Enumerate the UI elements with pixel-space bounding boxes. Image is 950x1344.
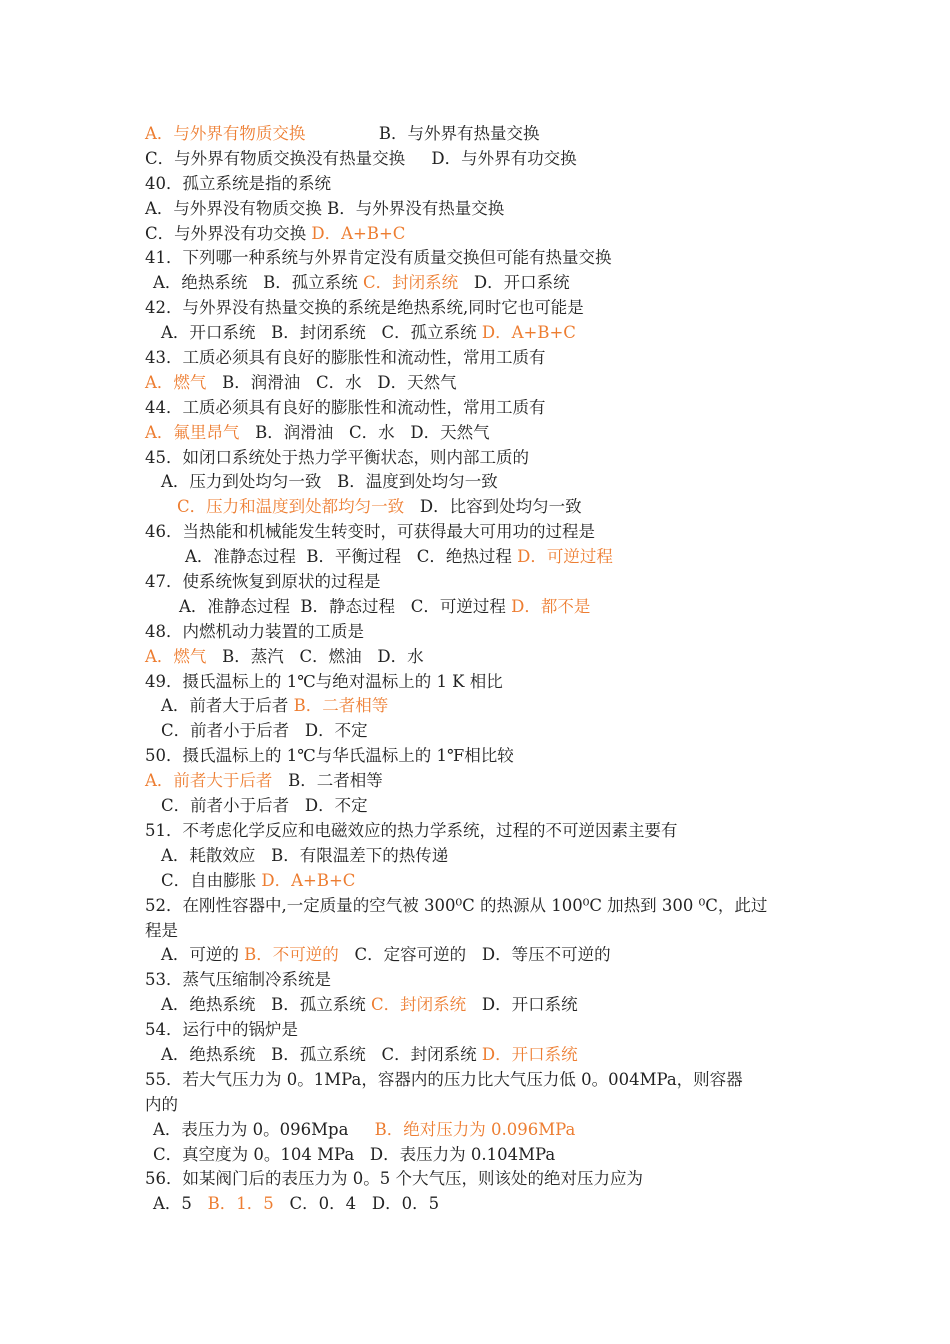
text-line xyxy=(145,1118,825,1143)
answer-highlight: B．不可逆的 xyxy=(244,945,339,965)
text-segment: 50．摄氏温标上的 1℃与华氏温标上的 1℉相比较 xyxy=(145,746,514,766)
text-line xyxy=(145,744,825,769)
text-line xyxy=(145,271,825,296)
text-segment: A．准静态过程 B．静态过程 C．可逆过程 xyxy=(179,596,512,616)
answer-highlight: D．开口系统 xyxy=(481,1044,578,1064)
text-line xyxy=(145,470,825,495)
answer-highlight: D．A+B+C xyxy=(311,223,406,243)
answer-highlight: A．与外界有物质交换 xyxy=(145,124,306,143)
text-line xyxy=(145,694,825,719)
text-line xyxy=(145,595,825,620)
answer-highlight: B．1．5 xyxy=(207,1194,274,1214)
text-line xyxy=(145,321,825,346)
text-line xyxy=(145,495,825,520)
answer-highlight: A．燃气 xyxy=(145,372,207,392)
text-segment: A．前者大于后者 xyxy=(161,696,294,716)
text-line xyxy=(145,1192,825,1217)
text-segment: 44．工质必须具有良好的膨胀性和流动性，常用工质有 xyxy=(145,397,546,417)
text-line xyxy=(145,968,825,993)
text-line xyxy=(145,620,825,645)
text-segment: C．与外界有物质交换没有热量交换 D．与外界有功交换 xyxy=(145,148,577,168)
text-segment: A．绝热系统 B．孤立系统 xyxy=(161,995,372,1015)
text-line xyxy=(145,1018,825,1043)
text-line xyxy=(145,1093,825,1118)
text-segment: C．前者小于后者 D．不定 xyxy=(161,796,368,816)
answer-highlight: D．A+B+C xyxy=(261,870,356,890)
text-line xyxy=(145,520,825,545)
text-segment: B．蒸汽 C．燃油 D．水 xyxy=(206,646,424,666)
text-line xyxy=(145,570,825,595)
answer-highlight: C．封闭系统 xyxy=(371,995,467,1015)
text-segment: C．与外界没有功交换 xyxy=(145,223,312,243)
text-segment: C．真空度为 0。104 MPa D．表压力为 0.104MPa xyxy=(153,1144,556,1164)
text-segment: D．比容到处均匀一致 xyxy=(404,497,582,517)
text-line xyxy=(145,719,825,744)
text-line xyxy=(145,769,825,794)
text-segment: 56．如某阀门后的表压力为 0。5 个大气压，则该处的绝对压力应为 xyxy=(145,1169,643,1189)
text-segment: 48．内燃机动力装置的工质是 xyxy=(145,621,364,641)
text-segment: 49．摄氏温标上的 1℃与绝对温标上的 1 K 相比 xyxy=(145,671,503,691)
text-line xyxy=(145,172,825,197)
text-segment: C．自由膨胀 xyxy=(161,870,262,890)
text-line xyxy=(145,670,825,695)
text-segment: 55．若大气压力为 0。1MPa，容器内的压力比大气压力低 0。004MPa，则容器 xyxy=(145,1069,743,1089)
text-segment: D．开口系统 xyxy=(466,995,578,1015)
text-segment: A．5 xyxy=(153,1194,208,1214)
answer-highlight: B．二者相等 xyxy=(293,696,389,716)
text-line xyxy=(145,1043,825,1068)
text-segment: 47．使系统恢复到原状的过程是 xyxy=(145,572,381,592)
text-line xyxy=(145,446,825,471)
text-line xyxy=(145,1167,825,1192)
text-segment: A．准静态过程 B．平衡过程 C．绝热过程 xyxy=(185,547,518,567)
text-segment: A．开口系统 B．封闭系统 C．孤立系统 xyxy=(161,323,482,343)
text-line xyxy=(145,371,825,396)
text-segment: A．表压力为 0。096Mpa xyxy=(153,1119,375,1139)
text-segment: B．润滑油 C．水 D．天然气 xyxy=(206,372,457,392)
text-segment: B．润滑油 C．水 D．天然气 xyxy=(239,422,490,442)
answer-highlight: C．封闭系统 xyxy=(363,273,459,293)
text-segment: 程是 xyxy=(145,920,178,940)
text-line xyxy=(145,1068,825,1093)
text-line xyxy=(145,819,825,844)
text-line xyxy=(145,545,825,570)
text-segment: 43．工质必须具有良好的膨胀性和流动性，常用工质有 xyxy=(145,348,546,368)
text-line xyxy=(145,122,825,147)
answer-highlight: A．前者大于后者 xyxy=(145,771,273,791)
text-line xyxy=(145,396,825,421)
text-segment: A．压力到处均匀一致 B．温度到处均匀一致 xyxy=(161,472,498,492)
text-segment: 内的 xyxy=(145,1094,178,1114)
text-segment: B．二者相等 xyxy=(272,771,383,791)
text-segment: A．耗散效应 B．有限温差下的热传递 xyxy=(161,845,449,865)
text-line xyxy=(145,296,825,321)
text-line xyxy=(145,993,825,1018)
question-list xyxy=(145,122,825,1217)
answer-highlight: B．绝对压力为 0.096MPa xyxy=(374,1119,576,1139)
text-line xyxy=(145,197,825,222)
text-segment: C．0．4 D．0．5 xyxy=(273,1194,440,1214)
answer-highlight: D．可逆过程 xyxy=(517,547,613,567)
text-line xyxy=(145,346,825,371)
text-line xyxy=(145,1143,825,1168)
text-segment: A．绝热系统 B．孤立系统 xyxy=(153,273,364,293)
text-line xyxy=(145,147,825,172)
text-line xyxy=(145,894,825,919)
text-segment: 42．与外界没有热量交换的系统是绝热系统,同时它也可能是 xyxy=(145,298,584,318)
text-segment: 54．运行中的锅炉是 xyxy=(145,1020,298,1040)
text-line xyxy=(145,421,825,446)
text-segment: C．定容可逆的 D．等压不可逆的 xyxy=(338,945,611,965)
text-line xyxy=(145,844,825,869)
text-line xyxy=(145,919,825,944)
text-segment: 51．不考虑化学反应和电磁效应的热力学系统，过程的不可逆因素主要有 xyxy=(145,820,678,840)
text-line xyxy=(145,222,825,247)
text-line xyxy=(145,943,825,968)
text-segment: A．绝热系统 B．孤立系统 C．封闭系统 xyxy=(161,1044,482,1064)
text-segment: A．与外界没有物质交换 B．与外界没有热量交换 xyxy=(145,198,505,218)
answer-highlight: C．压力和温度到处都均匀一致 xyxy=(177,497,405,517)
text-segment: 53．蒸气压缩制冷系统是 xyxy=(145,970,331,990)
text-segment: 46．当热能和机械能发生转变时，可获得最大可用功的过程是 xyxy=(145,522,595,542)
answer-highlight: D．A+B+C xyxy=(481,323,576,343)
text-segment: 41．下列哪一种系统与外界肯定没有质量交换但可能有热量交换 xyxy=(145,248,612,268)
text-segment: A．可逆的 xyxy=(161,945,245,965)
text-segment: 52．在刚性容器中,一定质量的空气被 300⁰C 的热源从 100⁰C 加热到 300 ⁰C，此过 xyxy=(145,895,768,915)
text-segment: C．前者小于后者 D．不定 xyxy=(161,721,368,741)
answer-highlight: A．燃气 xyxy=(145,646,207,666)
text-line xyxy=(145,645,825,670)
answer-highlight: D．都不是 xyxy=(511,596,591,616)
text-line xyxy=(145,246,825,271)
text-segment: B．与外界有热量交换 xyxy=(305,124,540,143)
answer-highlight: A．氟里昂气 xyxy=(145,422,240,442)
text-segment: D．开口系统 xyxy=(458,273,570,293)
text-line xyxy=(145,869,825,894)
text-segment: 45．如闭口系统处于热力学平衡状态，则内部工质的 xyxy=(145,447,529,467)
text-line xyxy=(145,794,825,819)
text-segment: 40．孤立系统是指的系统 xyxy=(145,173,331,193)
